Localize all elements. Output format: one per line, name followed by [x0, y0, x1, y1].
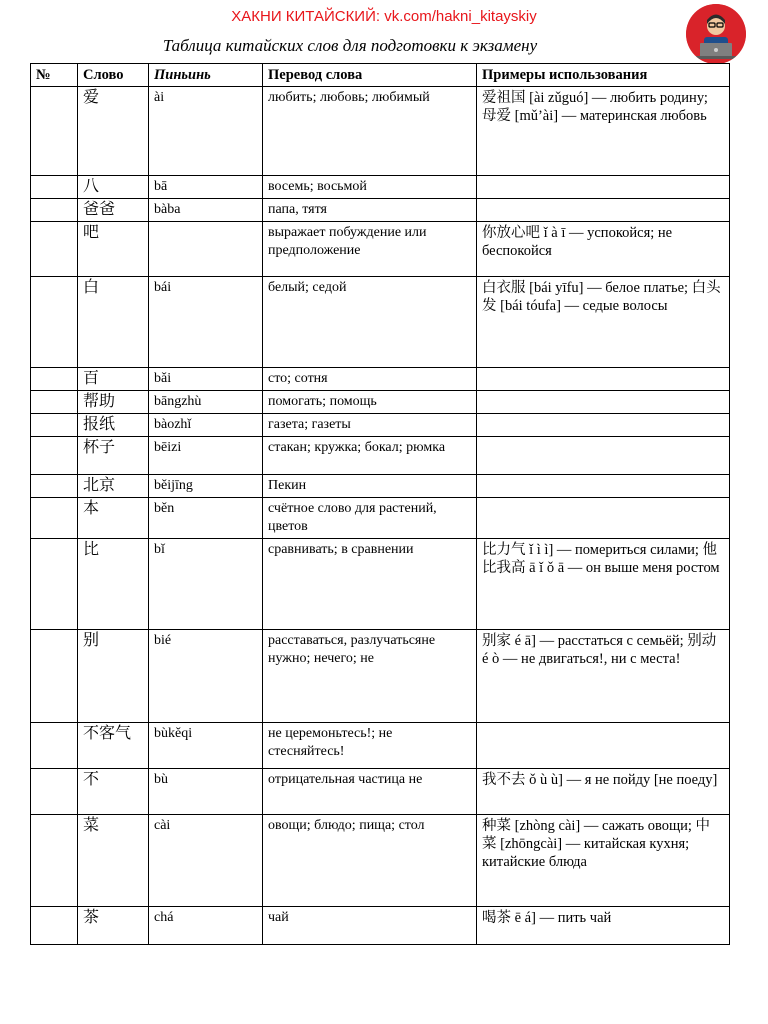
promo-banner[interactable]: ХАКНИ КИТАЙСКИЙ: vk.com/hakni_kitayskiy: [231, 8, 537, 25]
example-cell: 别家 é ā] — расстаться с семьёй; 别动 é ò — не двигаться!, ни с места!: [477, 630, 730, 723]
word-cell: 不客气: [78, 723, 149, 769]
word-cell: 菜: [78, 815, 149, 907]
number-cell: [31, 907, 78, 945]
header-examples: Примеры использования: [477, 64, 730, 87]
word-cell: 本: [78, 498, 149, 539]
pinyin-cell: bāngzhù: [149, 391, 263, 414]
table-header-row: [31, 64, 730, 87]
number-cell: [31, 437, 78, 475]
word-cell: 茶: [78, 907, 149, 945]
pinyin-cell: bàozhǐ: [149, 414, 263, 437]
header-translation: Перевод слова: [263, 64, 477, 87]
example-cell: [477, 475, 730, 498]
example-cell: 比力气 ǐ ì ì] — помериться силами; 他比我高 ā ǐ ǒ ā — он выше меня ростом: [477, 539, 730, 630]
document-title: Таблица китайских слов для подготовки к экзамену: [162, 36, 538, 55]
pinyin-cell: bā: [149, 176, 263, 199]
example-cell: [477, 176, 730, 199]
table-row: [31, 176, 730, 199]
pinyin-cell: běijīng: [149, 475, 263, 498]
word-cell: 八: [78, 176, 149, 199]
table-row: [31, 199, 730, 222]
translation-cell: газета; газеты: [263, 414, 477, 437]
translation-cell: Пекин: [263, 475, 477, 498]
translation-cell: чай: [263, 907, 477, 945]
number-cell: [31, 368, 78, 391]
pinyin-cell: běn: [149, 498, 263, 539]
pinyin-cell: bù: [149, 769, 263, 815]
translation-cell: отрицательная частица не: [263, 769, 477, 815]
table-row: [31, 222, 730, 277]
number-cell: [31, 391, 78, 414]
translation-cell: помогать; помощь: [263, 391, 477, 414]
translation-cell: счётное слово для растений, цветов: [263, 498, 477, 539]
example-cell: 我不去 ǒ ù ù] — я не пойду [не поеду]: [477, 769, 730, 815]
word-cell: 爱: [78, 87, 149, 176]
example-cell: 你放心吧 ǐ à ī — успокойся; не беспокойся: [477, 222, 730, 277]
pinyin-cell: bié: [149, 630, 263, 723]
word-cell: 百: [78, 368, 149, 391]
pinyin-cell: bǐ: [149, 539, 263, 630]
word-cell: 别: [78, 630, 149, 723]
example-cell: 种菜 [zhòng cài] — сажать овощи; 中菜 [zhōngcài] — китайская кухня; китайские блюда: [477, 815, 730, 907]
table-row: [31, 769, 730, 815]
word-cell: 爸爸: [78, 199, 149, 222]
table-row: [31, 391, 730, 414]
header-number: №: [31, 64, 78, 87]
table-row: [31, 815, 730, 907]
word-cell: 比: [78, 539, 149, 630]
number-cell: [31, 414, 78, 437]
pinyin-cell: bái: [149, 277, 263, 368]
table-row: [31, 437, 730, 475]
translation-cell: выражает побуждение или предположение: [263, 222, 477, 277]
example-cell: 喝茶 ē á] — пить чай: [477, 907, 730, 945]
number-cell: [31, 815, 78, 907]
pinyin-cell: bēizi: [149, 437, 263, 475]
translation-cell: сравнивать; в сравнении: [263, 539, 477, 630]
table-row: [31, 368, 730, 391]
pinyin-cell: ài: [149, 87, 263, 176]
number-cell: [31, 87, 78, 176]
translation-cell: стакан; кружка; бокал; рюмка: [263, 437, 477, 475]
table-row: [31, 723, 730, 769]
number-cell: [31, 498, 78, 539]
translation-cell: белый; седой: [263, 277, 477, 368]
table-row: [31, 539, 730, 630]
word-cell: 杯子: [78, 437, 149, 475]
number-cell: [31, 199, 78, 222]
translation-cell: не церемоньтесь!; не стесняйтесь!: [263, 723, 477, 769]
word-cell: 北京: [78, 475, 149, 498]
translation-cell: папа, тятя: [263, 199, 477, 222]
word-cell: 不: [78, 769, 149, 815]
example-cell: [477, 391, 730, 414]
number-cell: [31, 723, 78, 769]
pinyin-cell: [149, 222, 263, 277]
pinyin-cell: bǎi: [149, 368, 263, 391]
header-pinyin: Пиньинь: [149, 64, 263, 87]
table-row: [31, 630, 730, 723]
table-row: [31, 277, 730, 368]
word-cell: 白: [78, 277, 149, 368]
translation-cell: сто; сотня: [263, 368, 477, 391]
header-word: Слово: [78, 64, 149, 87]
translation-cell: овощи; блюдо; пища; стол: [263, 815, 477, 907]
example-cell: [477, 437, 730, 475]
table-row: [31, 414, 730, 437]
translation-cell: любить; любовь; любимый: [263, 87, 477, 176]
number-cell: [31, 475, 78, 498]
table-row: [31, 907, 730, 945]
pinyin-cell: bùkěqi: [149, 723, 263, 769]
pinyin-cell: chá: [149, 907, 263, 945]
pinyin-cell: bàba: [149, 199, 263, 222]
pinyin-cell: cài: [149, 815, 263, 907]
translation-cell: расставаться, разлучатьсяне нужно; нечего; не: [263, 630, 477, 723]
number-cell: [31, 222, 78, 277]
number-cell: [31, 769, 78, 815]
table-row: [31, 498, 730, 539]
example-cell: [477, 199, 730, 222]
number-cell: [31, 277, 78, 368]
word-cell: 报纸: [78, 414, 149, 437]
number-cell: [31, 539, 78, 630]
word-cell: 帮助: [78, 391, 149, 414]
example-cell: 白衣服 [bái yīfu] — белое платье; 白头发 [bái tóufa] — седые волосы: [477, 277, 730, 368]
example-cell: [477, 498, 730, 539]
number-cell: [31, 176, 78, 199]
example-cell: [477, 368, 730, 391]
table-row: [31, 475, 730, 498]
number-cell: [31, 630, 78, 723]
word-cell: 吧: [78, 222, 149, 277]
vocabulary-table: [30, 63, 730, 945]
example-cell: 爱祖国 [ài zǔguó] — любить родину; 母爱 [mǔ’ài] — материнская любовь: [477, 87, 730, 176]
translation-cell: восемь; восьмой: [263, 176, 477, 199]
example-cell: [477, 723, 730, 769]
table-row: [31, 87, 730, 176]
example-cell: [477, 414, 730, 437]
